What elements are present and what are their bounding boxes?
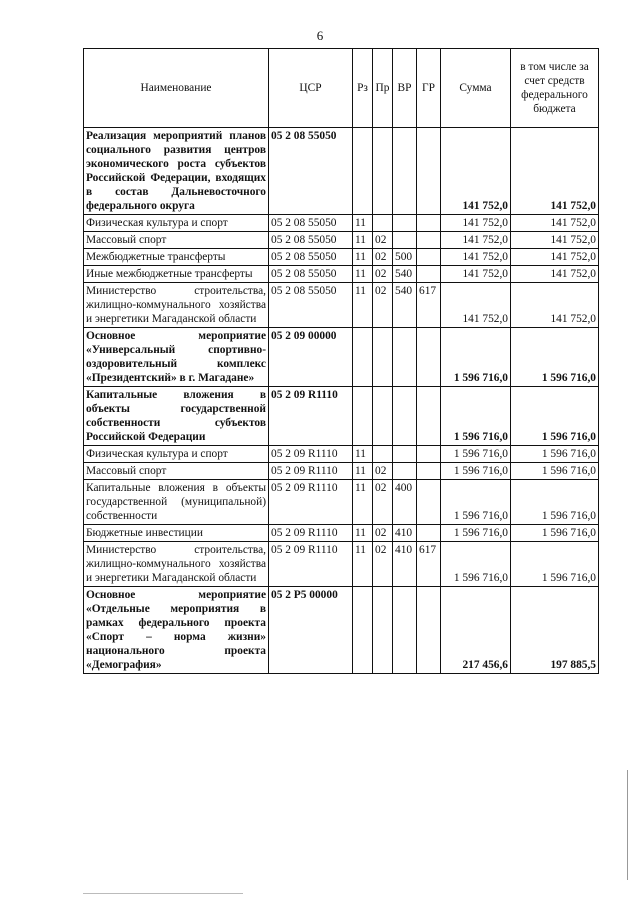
cell-fed: 1 596 716,0 [511, 328, 599, 387]
table-row [84, 542, 599, 587]
header-pr: Пр [373, 49, 393, 128]
header-gr: ГР [417, 49, 441, 128]
cell-csr: 05 2 08 55050 [269, 266, 353, 283]
cell-gr: 617 [417, 283, 441, 328]
cell-sum: 1 596 716,0 [441, 446, 511, 463]
cell-fed: 1 596 716,0 [511, 387, 599, 446]
cell-pr: 02 [373, 249, 393, 266]
cell-name: Массовый спорт [84, 463, 269, 480]
cell-gr [417, 249, 441, 266]
cell-rz [353, 128, 373, 215]
cell-name: Физическая культура и спорт [84, 446, 269, 463]
cell-csr: 05 2 09 R1110 [269, 525, 353, 542]
table-row [84, 215, 599, 232]
cell-vr [393, 232, 417, 249]
cell-gr [417, 328, 441, 387]
cell-gr [417, 463, 441, 480]
header-rz: Рз [353, 49, 373, 128]
cell-name: Основное мероприятие «Универсальный спортивно-оздоровительный комплекс «Президентский» в г. Магадане» [84, 328, 269, 387]
cell-csr: 05 2 09 R1110 [269, 446, 353, 463]
cell-rz: 11 [353, 266, 373, 283]
cell-pr: 02 [373, 232, 393, 249]
cell-sum: 141 752,0 [441, 266, 511, 283]
cell-vr: 540 [393, 266, 417, 283]
footer-rule [83, 893, 243, 894]
cell-fed: 141 752,0 [511, 249, 599, 266]
page-number: 6 [316, 28, 324, 43]
scan-margin-line [627, 770, 628, 880]
cell-name: Реализация мероприятий планов социального развития центров экономического роста субъектов Российской Федерации, входящих в состав Дальневосточного федерального округа [84, 128, 269, 215]
cell-csr: 05 2 09 00000 [269, 328, 353, 387]
cell-name: Министерство строительства, жилищно-коммунального хозяйства и энергетики Магаданской области [84, 283, 269, 328]
table-row [84, 587, 599, 674]
cell-name: Физическая культура и спорт [84, 215, 269, 232]
cell-sum: 217 456,6 [441, 587, 511, 674]
cell-rz: 11 [353, 232, 373, 249]
table-row [84, 525, 599, 542]
header-vr: ВР [393, 49, 417, 128]
cell-pr [373, 387, 393, 446]
header-sum: Сумма [441, 49, 511, 128]
cell-csr: 05 2 08 55050 [269, 232, 353, 249]
cell-vr [393, 446, 417, 463]
cell-fed: 1 596 716,0 [511, 446, 599, 463]
cell-sum: 1 596 716,0 [441, 480, 511, 525]
cell-rz [353, 328, 373, 387]
cell-rz: 11 [353, 480, 373, 525]
cell-fed: 1 596 716,0 [511, 525, 599, 542]
cell-sum: 1 596 716,0 [441, 542, 511, 587]
cell-gr [417, 525, 441, 542]
cell-fed: 141 752,0 [511, 128, 599, 215]
budget-table [83, 48, 599, 674]
cell-name: Межбюджетные трансферты [84, 249, 269, 266]
cell-pr [373, 587, 393, 674]
cell-rz [353, 587, 373, 674]
table-row [84, 480, 599, 525]
cell-vr [393, 215, 417, 232]
cell-pr: 02 [373, 283, 393, 328]
header-fed: в том числе за счет средств федерального бюджета [511, 49, 599, 128]
cell-name: Иные межбюджетные трансферты [84, 266, 269, 283]
cell-sum: 141 752,0 [441, 215, 511, 232]
cell-sum: 141 752,0 [441, 249, 511, 266]
cell-csr: 05 2 09 R1110 [269, 480, 353, 525]
cell-vr: 500 [393, 249, 417, 266]
table-row [84, 266, 599, 283]
cell-rz: 11 [353, 249, 373, 266]
cell-fed: 1 596 716,0 [511, 463, 599, 480]
table-row [84, 463, 599, 480]
cell-csr: 05 2 09 R1110 [269, 542, 353, 587]
cell-gr [417, 266, 441, 283]
cell-vr [393, 328, 417, 387]
cell-vr: 410 [393, 525, 417, 542]
cell-fed: 141 752,0 [511, 232, 599, 249]
cell-sum: 141 752,0 [441, 232, 511, 249]
cell-csr: 05 2 P5 00000 [269, 587, 353, 674]
cell-pr [373, 446, 393, 463]
cell-rz: 11 [353, 215, 373, 232]
cell-pr: 02 [373, 266, 393, 283]
cell-csr: 05 2 08 55050 [269, 249, 353, 266]
cell-fed: 1 596 716,0 [511, 480, 599, 525]
cell-vr: 410 [393, 542, 417, 587]
cell-name: Капитальные вложения в объекты государственной собственности субъектов Российской Федерации [84, 387, 269, 446]
cell-gr [417, 215, 441, 232]
table-row [84, 387, 599, 446]
cell-rz: 11 [353, 446, 373, 463]
cell-fed: 197 885,5 [511, 587, 599, 674]
cell-pr: 02 [373, 480, 393, 525]
cell-csr: 05 2 08 55050 [269, 283, 353, 328]
cell-gr [417, 387, 441, 446]
cell-sum: 1 596 716,0 [441, 463, 511, 480]
cell-fed: 141 752,0 [511, 215, 599, 232]
cell-gr [417, 232, 441, 249]
cell-csr: 05 2 09 R1110 [269, 463, 353, 480]
cell-sum: 1 596 716,0 [441, 387, 511, 446]
cell-sum: 1 596 716,0 [441, 525, 511, 542]
cell-sum: 141 752,0 [441, 128, 511, 215]
cell-name: Основное мероприятие «Отдельные мероприятия в рамках федерального проекта «Спорт – норма жизни» национального проекта «Демография» [84, 587, 269, 674]
cell-fed: 141 752,0 [511, 266, 599, 283]
table-row [84, 446, 599, 463]
cell-pr [373, 128, 393, 215]
cell-sum: 1 596 716,0 [441, 328, 511, 387]
cell-gr [417, 480, 441, 525]
cell-pr: 02 [373, 542, 393, 587]
table-row [84, 283, 599, 328]
table-row [84, 249, 599, 266]
cell-vr [393, 587, 417, 674]
table-row [84, 232, 599, 249]
cell-pr [373, 328, 393, 387]
cell-fed: 141 752,0 [511, 283, 599, 328]
cell-csr: 05 2 09 R1110 [269, 387, 353, 446]
cell-name: Капитальные вложения в объекты государственной (муниципальной) собственности [84, 480, 269, 525]
cell-name: Массовый спорт [84, 232, 269, 249]
cell-fed: 1 596 716,0 [511, 542, 599, 587]
cell-pr [373, 215, 393, 232]
cell-pr: 02 [373, 463, 393, 480]
cell-vr [393, 128, 417, 215]
table-row [84, 128, 599, 215]
cell-gr [417, 446, 441, 463]
cell-vr: 400 [393, 480, 417, 525]
cell-rz: 11 [353, 463, 373, 480]
cell-name: Министерство строительства, жилищно-коммунального хозяйства и энергетики Магаданской области [84, 542, 269, 587]
cell-name: Бюджетные инвестиции [84, 525, 269, 542]
cell-sum: 141 752,0 [441, 283, 511, 328]
cell-csr: 05 2 08 55050 [269, 215, 353, 232]
cell-gr [417, 587, 441, 674]
cell-csr: 05 2 08 55050 [269, 128, 353, 215]
cell-gr: 617 [417, 542, 441, 587]
cell-gr [417, 128, 441, 215]
cell-rz: 11 [353, 542, 373, 587]
header-name: Наименование [84, 49, 269, 128]
table-header-row [84, 49, 599, 128]
cell-pr: 02 [373, 525, 393, 542]
cell-rz: 11 [353, 283, 373, 328]
header-csr: ЦСР [269, 49, 353, 128]
table-row [84, 328, 599, 387]
cell-vr: 540 [393, 283, 417, 328]
cell-rz [353, 387, 373, 446]
table-body [84, 128, 599, 674]
cell-rz: 11 [353, 525, 373, 542]
cell-vr [393, 463, 417, 480]
cell-vr [393, 387, 417, 446]
